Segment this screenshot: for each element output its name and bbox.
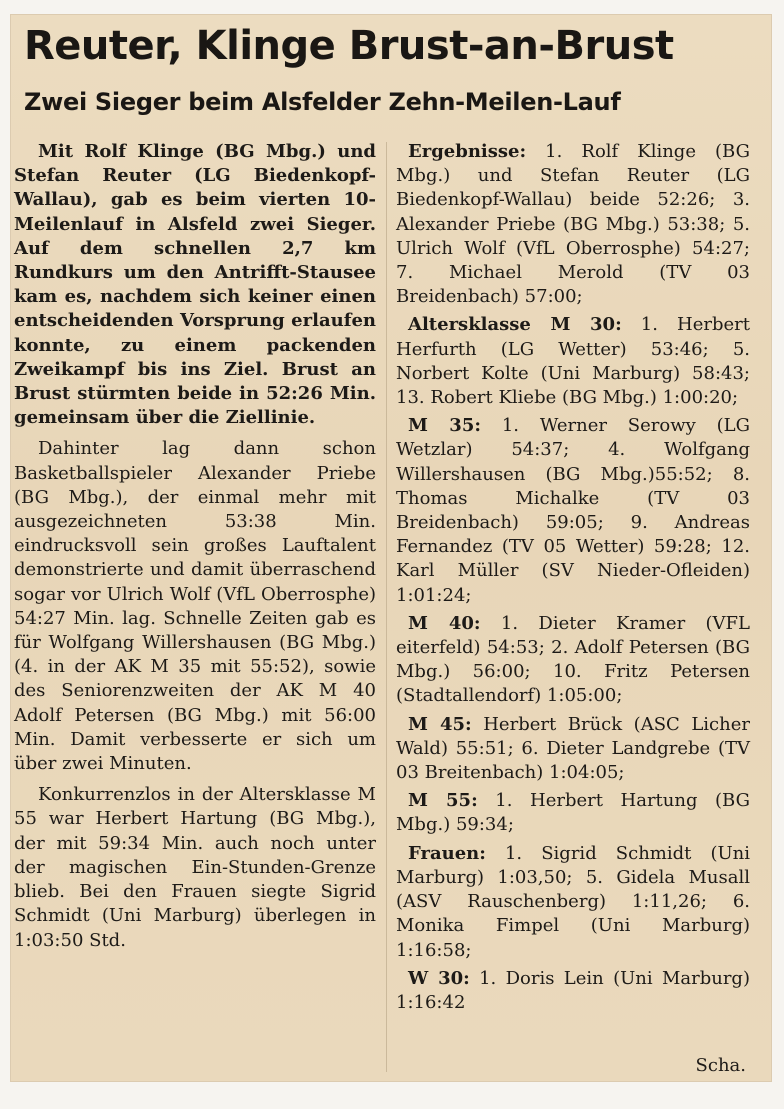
result-category-text: 1. Rolf Klinge (BG Mbg.) und Stefan Reuter (LG Biedenkopf-Wallau) beide 52:26; 3. Alexander Priebe (BG Mbg.) 53:38; 5. Ulrich Wolf (VfL Oberrosphe) 54:27; 7. Michael Merold (TV 03 Breidenbach) 57:00;	[396, 141, 750, 308]
result-category-label: M 40:	[408, 612, 481, 634]
result-category-label: Ergebnisse:	[408, 141, 527, 162]
headline: Reuter, Klinge Brust-an-Brust	[24, 23, 674, 69]
results-m45	[396, 713, 750, 786]
body-paragraph-3: Konkurrenzlos in der Altersklasse M 55 war Herbert Hartung (BG Mbg.), der mit 59:34 Min. auch noch unter der magischen Ein-Stunden-Grenze blieb. Bei den Frauen siegte Sigrid Schmidt (Uni Marburg) überlegen in 1:03:50 Std.	[14, 784, 376, 951]
result-category-label: Altersklasse M 30:	[408, 314, 622, 336]
result-category-text: 1. Werner Serowy (LG Wetzlar) 54:37; 4. Wolfgang Willershausen (BG Mbg.)55:52; 8. Thomas Michalke (TV 03 Breidenbach) 59:05; 9. Andreas Fernandez (TV 05 Wetter) 59:28; 12. Karl Müller (SV Nieder-Ofleiden) 1:01:24;	[396, 415, 750, 606]
result-category-text: 1. Doris Lein (Uni Marburg) 1:16:42	[396, 967, 750, 1013]
results-w30	[396, 967, 750, 1015]
result-category-label: Frauen:	[408, 842, 486, 864]
article-left-column	[14, 140, 376, 960]
result-category-text: 1. Dieter Kramer (VFL eiterfeld) 54:53; 2. Adolf Petersen (BG Mbg.) 56:00; 10. Fritz Petersen (Stadtallendorf) 1:05:00;	[396, 612, 750, 707]
result-category-label: M 45:	[408, 713, 472, 735]
author-signature: Scha.	[695, 1055, 746, 1076]
result-category-label: M 35:	[408, 415, 481, 437]
subheadline: Zwei Sieger beim Alsfelder Zehn-Meilen-Lauf	[24, 88, 621, 116]
results-m35	[396, 414, 750, 608]
results-m40	[396, 612, 750, 709]
result-category-text: 1. Sigrid Schmidt (Uni Marburg) 1:03,50; 5. Gidela Musall (ASV Rauschenberg) 1:11,26; 6. Monika Fimpel (Uni Marburg) 1:16:58;	[396, 842, 750, 961]
results-m55	[396, 789, 750, 837]
results-column	[396, 140, 750, 1019]
result-category-label: W 30:	[408, 967, 470, 989]
result-category-label: M 55:	[408, 790, 478, 812]
column-divider	[386, 142, 387, 1072]
body-paragraph-2: Dahinter lag dann schon Basketballspieler Alexander Priebe (BG Mbg.), der einmal mehr mit ausgezeichneten 53:38 Min. eindrucksvoll sein großes Lauftalent demonstrierte und damit überraschend sogar vor Ulrich Wolf (VfL Oberrosphe) 54:27 Min. lag. Schnelle Zeiten gab es für Wolfgang Willershausen (BG Mbg.) (4. in der AK M 35 mit 55:52), sowie des Seniorenzweiten der AK M 40 Adolf Petersen (BG Mbg.) mit 56:00 Min. Damit verbesserte er sich um über zwei Minuten.	[14, 438, 376, 775]
results-m30	[396, 313, 750, 410]
newspaper-clipping	[10, 14, 772, 1082]
result-category-text: Herbert Brück (ASC Licher Wald) 55:51; 6. Dieter Landgrebe (TV 03 Breitenbach) 1:04:05;	[396, 713, 750, 784]
results-overall	[396, 140, 750, 309]
results-frauen	[396, 842, 750, 963]
result-category-text: 1. Herbert Herfurth (LG Wetter) 53:46; 5. Norbert Kolte (Uni Marburg) 58:43; 13. Robert Kliebe (BG Mbg.) 1:00:20;	[396, 314, 750, 409]
lead-paragraph: Mit Rolf Klinge (BG Mbg.) und Stefan Reuter (LG Biedenkopf-Wallau), gab es beim vierten 10-Meilenlauf in Alsfeld zwei Sieger. Auf dem schnellen 2,7 km Rundkurs um den Antrifft-Stausee kam es, nachdem sich keiner einen entscheidenden Vorsprung erlaufen konnte, zu einem packenden Zweikampf bis ins Ziel. Brust an Brust stürmten beide in 52:26 Min. gemeinsam über die Ziellinie.	[14, 141, 376, 429]
result-category-text: 1. Herbert Hartung (BG Mbg.) 59:34;	[396, 790, 750, 836]
